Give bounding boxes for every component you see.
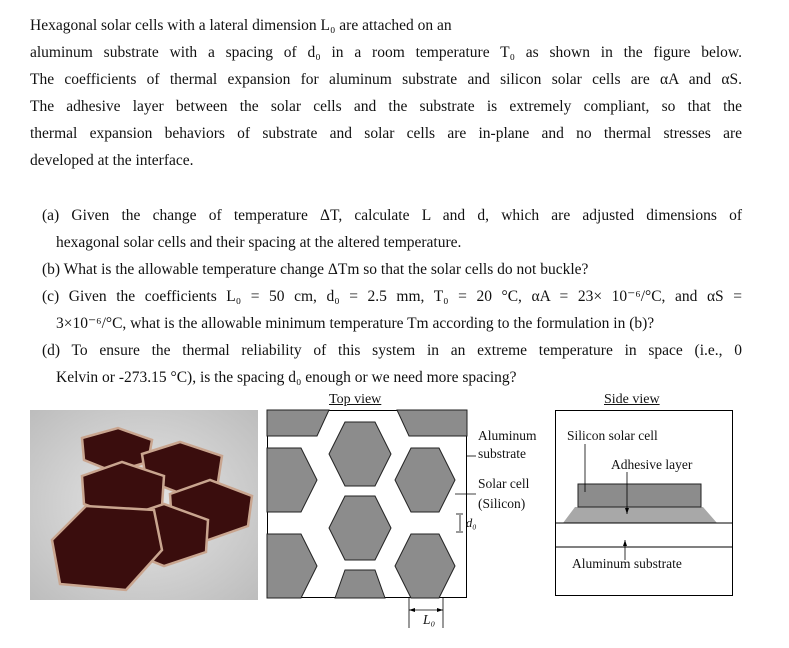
intro-line-6: developed at the interface. [30, 152, 194, 169]
question-a-line-2: hexagonal solar cells and their spacing at the altered temperature. [56, 234, 462, 251]
label-L0: L₀ [423, 612, 436, 627]
intro-line-4: The adhesive layer between the solar cells and the substrate is extremely compliant, so that the [30, 98, 742, 115]
intro-line-5: thermal expansion behaviors of substrate and solar cells are in-plane and no thermal stresses are [30, 125, 742, 142]
intro-line-1: Hexagonal solar cells with a lateral dimension L₀ are attached on an [30, 17, 452, 34]
side-view-caption: Side view [604, 392, 660, 407]
question-d-line-1: (d) To ensure the thermal reliability of this system in an extreme temperature in space (i.e., 0 [42, 342, 742, 359]
top-view-caption: Top view [329, 392, 382, 407]
question-c-line-2: 3×10⁻⁶/°C, what is the allowable minimum temperature Tm according to the formulation in (b)? [56, 315, 655, 332]
intro-line-3: The coefficients of thermal expansion for aluminum substrate and silicon solar cells are αA and αS. [30, 71, 742, 88]
label-solar-cell: Solar cell [478, 476, 530, 491]
aluminum-substrate-block [556, 523, 733, 547]
questions-list [42, 202, 742, 391]
question-d-line-2: Kelvin or -273.15 °C), is the spacing d₀ enough or we need more spacing? [56, 369, 517, 386]
top-view-diagram [267, 410, 467, 598]
label-substrate: substrate [478, 446, 526, 461]
label-aluminum-substrate: Aluminum substrate [572, 556, 682, 571]
adhesive-layer [563, 507, 717, 523]
question-a-line-1: (a) Given the change of temperature ΔT, calculate L and d, which are adjusted dimensions of [42, 207, 742, 224]
silicon-cell-block [578, 484, 701, 507]
label-silicon-solar-cell: Silicon solar cell [567, 428, 658, 443]
intro-paragraph [30, 12, 742, 174]
hex-cell [397, 410, 467, 436]
label-d0: d₀ [466, 516, 477, 530]
label-silicon: (Silicon) [478, 496, 526, 511]
solar-cells-photo [30, 410, 258, 600]
label-adhesive-layer: Adhesive layer [611, 457, 693, 472]
question-b-line-1: (b) What is the allowable temperature change ΔTm so that the solar cells do not buckle? [42, 261, 589, 278]
question-c-line-1: (c) Given the coefficients L₀ = 50 cm, d₀ = 2.5 mm, T₀ = 20 °C, αA = 23× 10⁻⁶/°C, and αS = [42, 288, 742, 305]
label-aluminum: Aluminum [478, 428, 537, 443]
intro-line-2: aluminum substrate with a spacing of d₀ in a room temperature T₀ as shown in the figure below. [30, 44, 742, 61]
